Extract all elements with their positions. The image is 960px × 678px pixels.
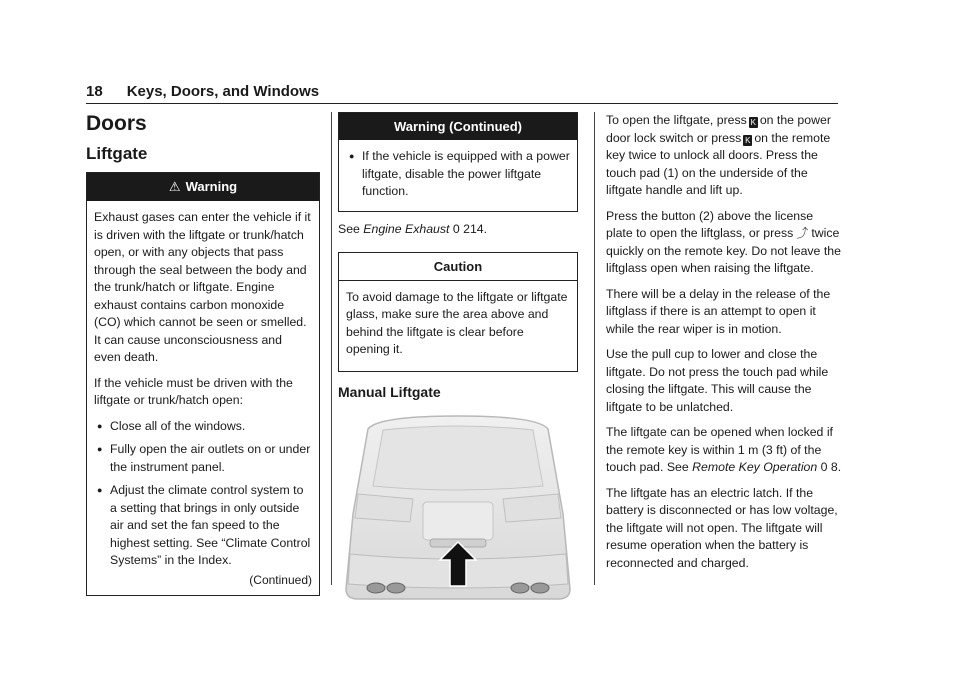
liftgate-illustration <box>338 414 578 608</box>
liftglass-icon: ⤴ <box>796 226 809 240</box>
warning-box <box>86 172 320 596</box>
list-item: ● Close all of the windows. <box>94 418 312 436</box>
paragraph: The liftgate can be opened when locked if the remote key is within 1 m (3 ft) of the touch pad. See Remote Key Operation 0 8. <box>606 425 842 474</box>
unlock-key-icon: K <box>745 135 751 145</box>
column-1 <box>86 112 320 596</box>
caution-body <box>339 281 577 371</box>
page-header <box>86 83 319 100</box>
manual-liftgate-heading: Manual Liftgate <box>338 383 441 400</box>
warning-continued-body <box>339 140 577 211</box>
list-item: ● Fully open the air outlets on or under the instrument panel. <box>94 441 312 476</box>
section-title: Keys, Doors, and Windows <box>126 83 320 100</box>
column-3 <box>606 112 842 580</box>
column-divider <box>331 112 332 585</box>
subheading: Liftgate <box>86 144 148 163</box>
caution-header: Caution <box>339 253 577 281</box>
page-number: 18 <box>86 83 103 100</box>
paragraph: Use the pull cup to lower and close the liftgate. Do not press the touch pad while closing the liftgate. This will cause the liftgate to be unlatched. <box>606 347 829 414</box>
link-engine-exhaust[interactable]: Engine Exhaust <box>363 221 450 236</box>
column-2 <box>338 112 578 613</box>
caution-text: To avoid damage to the liftgate or liftgate glass, make sure the area above and behind the liftgate is clear before opening it. <box>346 289 568 356</box>
warning-body <box>87 201 319 595</box>
header-rule <box>86 103 838 104</box>
warning-bullets <box>346 148 570 201</box>
column-divider <box>594 112 595 585</box>
warning-bullets <box>94 418 312 570</box>
caution-box <box>338 252 578 372</box>
paragraph: The liftgate has an electric latch. If the battery is disconnected or has low voltage, the liftgate will not open. The liftgate will resume operation when the battery is reconnected and charged. <box>606 485 838 570</box>
unlock-key-icon: K <box>750 118 756 127</box>
list-item: ● Adjust the climate control system to a setting that brings in only outside air and set the fan speed to the highest setting. See “Climate Control Systems” in the Index. <box>94 482 312 570</box>
page-heading: Doors <box>86 112 147 135</box>
warning-title: Warning <box>185 179 238 194</box>
continued-label: (Continued) <box>249 572 312 587</box>
warning-paragraph: Exhaust gases can enter the vehicle if it is driven with the liftgate or trunk/hatch open, or with any objects that pass through the seal between the body and the trunk/hatch or liftgate. Engine exhaust contains carbon monoxide (CO) which cannot be seen or smelled. It can cause unconsciousness and even death. <box>94 210 311 364</box>
warning-continued-box <box>338 112 578 212</box>
warning-triangle-icon: ⚠ <box>168 179 181 194</box>
see-reference: See Engine Exhaust 0 214. <box>338 221 488 236</box>
link-remote-key-operation[interactable]: Remote Key Operation <box>692 460 818 474</box>
warning-paragraph: If the vehicle must be driven with the liftgate or trunk/hatch open: <box>94 375 293 407</box>
paragraph: To open the liftgate, press K on the power door lock switch or press K on the remote key twice to unlock all doors. Press the touch pad (1) on the underside of the liftgate handle and lift up. <box>606 113 831 197</box>
warning-header <box>87 173 319 201</box>
paragraph: Press the button (2) above the license plate to open the liftglass, or press ⤴ twice quickly on the remote key. Do not leave the liftglass open when raising the liftgate. <box>606 208 841 275</box>
warning-continued-header: Warning (Continued) <box>339 113 577 140</box>
paragraph: There will be a delay in the release of the liftglass if there is an attempt to open it while the rear wiper is in motion. <box>606 286 831 336</box>
list-item: ● If the vehicle is equipped with a power liftgate, disable the power liftgate function. <box>346 148 570 201</box>
